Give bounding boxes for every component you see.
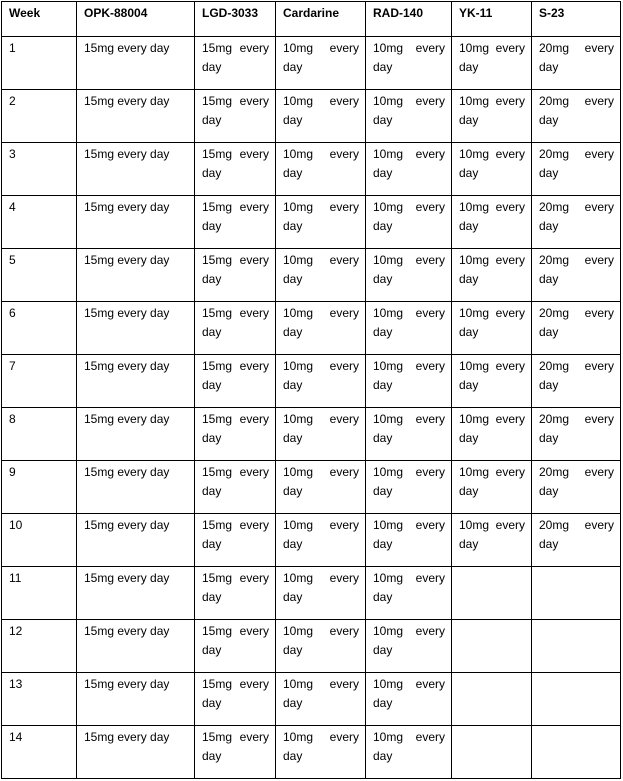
s-23-cell: 20mg every day — [532, 143, 621, 196]
opk-88004-cell: 15mg every day — [77, 196, 195, 249]
s-23-cell: 20mg every day — [532, 90, 621, 143]
week-cell: 14 — [2, 726, 77, 779]
opk-88004-cell: 15mg every day — [77, 514, 195, 567]
lgd-3033-cell: 15mg every day — [195, 249, 276, 302]
week-cell: 8 — [2, 408, 77, 461]
opk-88004-cell: 15mg every day — [77, 143, 195, 196]
rad-140-cell: 10mg every day — [366, 143, 452, 196]
header-s-23: S-23 — [532, 2, 621, 37]
table-row — [2, 408, 621, 461]
table-row — [2, 673, 621, 726]
cardarine-cell: 10mg every day — [276, 37, 366, 90]
cardarine-cell: 10mg every day — [276, 408, 366, 461]
yk-11-cell: 10mg every day — [452, 302, 532, 355]
week-cell: 7 — [2, 355, 77, 408]
dosage-schedule-table — [1, 1, 621, 779]
lgd-3033-cell: 15mg every day — [195, 355, 276, 408]
yk-11-cell: 10mg every day — [452, 90, 532, 143]
s-23-cell: 20mg every day — [532, 249, 621, 302]
week-cell: 3 — [2, 143, 77, 196]
lgd-3033-cell: 15mg every day — [195, 726, 276, 779]
rad-140-cell: 10mg every day — [366, 196, 452, 249]
s-23-cell — [532, 567, 621, 620]
yk-11-cell: 10mg every day — [452, 143, 532, 196]
rad-140-cell: 10mg every day — [366, 461, 452, 514]
table-row — [2, 567, 621, 620]
yk-11-cell: 10mg every day — [452, 37, 532, 90]
cardarine-cell: 10mg every day — [276, 673, 366, 726]
yk-11-cell: 10mg every day — [452, 461, 532, 514]
lgd-3033-cell: 15mg every day — [195, 514, 276, 567]
s-23-cell: 20mg every day — [532, 461, 621, 514]
cardarine-cell: 10mg every day — [276, 567, 366, 620]
rad-140-cell: 10mg every day — [366, 567, 452, 620]
cardarine-cell: 10mg every day — [276, 143, 366, 196]
header-yk-11: YK-11 — [452, 2, 532, 37]
lgd-3033-cell: 15mg every day — [195, 302, 276, 355]
week-cell: 12 — [2, 620, 77, 673]
cardarine-cell: 10mg every day — [276, 249, 366, 302]
cardarine-cell: 10mg every day — [276, 620, 366, 673]
yk-11-cell: 10mg every day — [452, 196, 532, 249]
yk-11-cell: 10mg every day — [452, 249, 532, 302]
opk-88004-cell: 15mg every day — [77, 620, 195, 673]
yk-11-cell: 10mg every day — [452, 514, 532, 567]
table-row — [2, 461, 621, 514]
table-row — [2, 355, 621, 408]
cardarine-cell: 10mg every day — [276, 302, 366, 355]
yk-11-cell — [452, 673, 532, 726]
opk-88004-cell: 15mg every day — [77, 90, 195, 143]
yk-11-cell: 10mg every day — [452, 355, 532, 408]
lgd-3033-cell: 15mg every day — [195, 461, 276, 514]
week-cell: 10 — [2, 514, 77, 567]
s-23-cell: 20mg every day — [532, 302, 621, 355]
week-cell: 4 — [2, 196, 77, 249]
rad-140-cell: 10mg every day — [366, 726, 452, 779]
lgd-3033-cell: 15mg every day — [195, 673, 276, 726]
header-lgd-3033: LGD-3033 — [195, 2, 276, 37]
rad-140-cell: 10mg every day — [366, 249, 452, 302]
s-23-cell — [532, 620, 621, 673]
week-cell: 5 — [2, 249, 77, 302]
yk-11-cell — [452, 567, 532, 620]
table-row — [2, 302, 621, 355]
rad-140-cell: 10mg every day — [366, 408, 452, 461]
rad-140-cell: 10mg every day — [366, 37, 452, 90]
cardarine-cell: 10mg every day — [276, 355, 366, 408]
week-cell: 13 — [2, 673, 77, 726]
s-23-cell: 20mg every day — [532, 37, 621, 90]
s-23-cell — [532, 726, 621, 779]
opk-88004-cell: 15mg every day — [77, 408, 195, 461]
yk-11-cell — [452, 620, 532, 673]
opk-88004-cell: 15mg every day — [77, 726, 195, 779]
header-cardarine: Cardarine — [276, 2, 366, 37]
table-row — [2, 90, 621, 143]
rad-140-cell: 10mg every day — [366, 302, 452, 355]
table-row — [2, 726, 621, 779]
cardarine-cell: 10mg every day — [276, 514, 366, 567]
week-cell: 6 — [2, 302, 77, 355]
lgd-3033-cell: 15mg every day — [195, 196, 276, 249]
table-body — [2, 37, 621, 779]
table-row — [2, 514, 621, 567]
week-cell: 9 — [2, 461, 77, 514]
yk-11-cell — [452, 726, 532, 779]
rad-140-cell: 10mg every day — [366, 620, 452, 673]
header-row — [2, 2, 621, 37]
header-opk-88004: OPK-88004 — [77, 2, 195, 37]
cardarine-cell: 10mg every day — [276, 726, 366, 779]
yk-11-cell: 10mg every day — [452, 408, 532, 461]
week-cell: 11 — [2, 567, 77, 620]
opk-88004-cell: 15mg every day — [77, 37, 195, 90]
cardarine-cell: 10mg every day — [276, 461, 366, 514]
header-week: Week — [2, 2, 77, 37]
table-row — [2, 143, 621, 196]
lgd-3033-cell: 15mg every day — [195, 408, 276, 461]
opk-88004-cell: 15mg every day — [77, 249, 195, 302]
s-23-cell: 20mg every day — [532, 408, 621, 461]
s-23-cell — [532, 673, 621, 726]
table-row — [2, 249, 621, 302]
lgd-3033-cell: 15mg every day — [195, 620, 276, 673]
opk-88004-cell: 15mg every day — [77, 461, 195, 514]
opk-88004-cell: 15mg every day — [77, 673, 195, 726]
s-23-cell: 20mg every day — [532, 514, 621, 567]
rad-140-cell: 10mg every day — [366, 355, 452, 408]
header-rad-140: RAD-140 — [366, 2, 452, 37]
week-cell: 1 — [2, 37, 77, 90]
table-row — [2, 620, 621, 673]
opk-88004-cell: 15mg every day — [77, 567, 195, 620]
rad-140-cell: 10mg every day — [366, 514, 452, 567]
rad-140-cell: 10mg every day — [366, 673, 452, 726]
opk-88004-cell: 15mg every day — [77, 302, 195, 355]
lgd-3033-cell: 15mg every day — [195, 143, 276, 196]
table-row — [2, 196, 621, 249]
lgd-3033-cell: 15mg every day — [195, 90, 276, 143]
s-23-cell: 20mg every day — [532, 196, 621, 249]
rad-140-cell: 10mg every day — [366, 90, 452, 143]
cardarine-cell: 10mg every day — [276, 90, 366, 143]
table-row — [2, 37, 621, 90]
week-cell: 2 — [2, 90, 77, 143]
lgd-3033-cell: 15mg every day — [195, 567, 276, 620]
cardarine-cell: 10mg every day — [276, 196, 366, 249]
lgd-3033-cell: 15mg every day — [195, 37, 276, 90]
opk-88004-cell: 15mg every day — [77, 355, 195, 408]
s-23-cell: 20mg every day — [532, 355, 621, 408]
